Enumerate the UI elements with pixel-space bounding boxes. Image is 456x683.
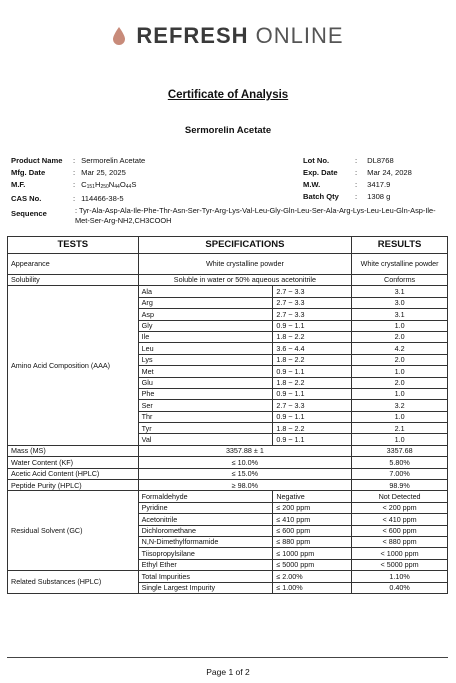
result-value: < 200 ppm: [352, 502, 448, 513]
sub-item-spec: 2.7 ~ 3.3: [273, 400, 352, 411]
result-value: < 600 ppm: [352, 525, 448, 536]
table-row: [8, 445, 448, 456]
result-value: 3.1: [352, 286, 448, 297]
sequence-label: Sequence: [11, 209, 47, 218]
sub-item-spec: 2.7 ~ 3.3: [273, 286, 352, 297]
sub-item-name: Acetonitrile: [138, 514, 273, 525]
spec-value: 3357.88 ± 1: [138, 445, 352, 456]
sub-item-name: Asp: [138, 309, 273, 320]
info-sep: :: [355, 180, 358, 189]
sub-item-spec: ≤ 410 ppm: [273, 514, 352, 525]
water-drop-icon: [112, 26, 126, 46]
sub-item-spec: 0.9 ~ 1.1: [273, 320, 352, 331]
sequence-sep: :: [75, 206, 78, 215]
document-subtitle: Sermorelin Acetate: [184, 125, 272, 136]
result-value: 3357.68: [352, 445, 448, 456]
sequence-value: [75, 206, 440, 225]
sub-item-name: Met: [138, 366, 273, 377]
info-label: Exp. Date: [303, 168, 338, 177]
header-tests: TESTS: [8, 237, 139, 254]
info-value: Mar 24, 2028: [367, 168, 412, 177]
brand-bold: REFRESH: [136, 23, 249, 48]
result-value: 1.0: [352, 366, 448, 377]
header-specifications: SPECIFICATIONS: [138, 237, 352, 254]
sub-item-spec: 1.8 ~ 2.2: [273, 377, 352, 388]
result-value: 1.0: [352, 320, 448, 331]
result-value: 2.0: [352, 331, 448, 342]
molecular-formula: $C_{151}H_{250}N_{44}O_{44}S$: [81, 180, 137, 190]
info-value: 114466-38-5: [81, 194, 124, 203]
sub-item-name: Ala: [138, 286, 273, 297]
sub-item-name: Single Largest Impurity: [138, 582, 273, 593]
spec-value: ≥ 98.0%: [138, 480, 352, 491]
result-value: 3.1: [352, 309, 448, 320]
test-name: Acetic Acid Content (HPLC): [8, 468, 139, 479]
sub-item-name: Arg: [138, 297, 273, 308]
result-value: < 5000 ppm: [352, 559, 448, 570]
results-table: [7, 236, 448, 594]
info-sep: :: [355, 156, 358, 165]
sub-item-spec: 1.8 ~ 2.2: [273, 354, 352, 365]
spec-value: ≤ 15.0%: [138, 468, 352, 479]
sequence-text: Tyr-Ala-Asp-Ala-Ile-Phe-Thr-Asn-Ser-Tyr-Arg-Lys-Val-Leu-Gly-Gln-Leu-Ser-Ala-Arg-Lys-Leu-Leu-Gln-Asp-Ile-Met-Ser-Arg-NH2,CH3COOH: [75, 206, 436, 225]
sub-item-spec: ≤ 5000 ppm: [273, 559, 352, 570]
sub-item-spec: 0.9 ~ 1.1: [273, 366, 352, 377]
footer-divider: [7, 657, 448, 658]
test-name: Amino Acid Composition (AAA): [8, 286, 139, 445]
sub-item-spec: ≤ 880 ppm: [273, 536, 352, 547]
table-header-row: [8, 237, 448, 254]
test-name: Water Content (KF): [8, 457, 139, 468]
info-value: 3417.9: [367, 180, 391, 189]
table-row: [8, 491, 448, 502]
result-value: 3.2: [352, 400, 448, 411]
sub-item-spec: 2.7 ~ 3.3: [273, 309, 352, 320]
sub-item-spec: 0.9 ~ 1.1: [273, 434, 352, 445]
info-label: M.W.: [303, 180, 321, 189]
sub-item-name: Formaldehyde: [138, 491, 273, 502]
brand-light: ONLINE: [255, 23, 344, 48]
sub-item-name: Thr: [138, 411, 273, 422]
result-value: 2.1: [352, 423, 448, 434]
table-row: [8, 571, 448, 582]
sub-item-spec: 3.6 ~ 4.4: [273, 343, 352, 354]
info-sep: :: [355, 192, 358, 201]
info-left: [11, 155, 145, 205]
sub-item-spec: ≤ 600 ppm: [273, 525, 352, 536]
sub-item-name: N,N-Dimethylformamide: [138, 536, 273, 547]
table-row: [8, 457, 448, 468]
info-value: 1308 g: [367, 192, 391, 201]
test-name: Mass (MS): [8, 445, 139, 456]
test-name: Residual Solvent (GC): [8, 491, 139, 571]
sub-item-spec: ≤ 200 ppm: [273, 502, 352, 513]
spec-value: White crystalline powder: [138, 254, 352, 275]
sub-item-spec: ≤ 1000 ppm: [273, 548, 352, 559]
result-value: 1.10%: [352, 571, 448, 582]
result-value: 0.40%: [352, 582, 448, 593]
test-name: Appearance: [8, 254, 139, 275]
sub-item-name: Phe: [138, 388, 273, 399]
info-label: Product Name: [11, 156, 63, 165]
info-value: Sermorelin Acetate: [81, 156, 146, 165]
sub-item-name: Val: [138, 434, 273, 445]
amino-acid-section: [8, 286, 448, 445]
test-name: Peptide Purity (HPLC): [8, 480, 139, 491]
brand-logo: [136, 23, 343, 49]
table-row: [8, 286, 448, 297]
sub-item-name: Tiisopropylsilane: [138, 548, 273, 559]
result-value: 2.0: [352, 377, 448, 388]
info-sep: :: [73, 156, 76, 165]
sub-item-name: Leu: [138, 343, 273, 354]
document-title: Certificate of Analysis: [167, 89, 289, 101]
spec-value: Soluble in water or 50% aqueous acetonitrile: [138, 275, 352, 286]
table-row: [8, 480, 448, 491]
residual-solvent-section: [8, 491, 448, 571]
result-value: 1.0: [352, 434, 448, 445]
table-row: [8, 275, 448, 286]
sub-item-spec: 2.7 ~ 3.3: [273, 297, 352, 308]
info-label: Batch Qty: [303, 192, 339, 201]
test-name: Solubility: [8, 275, 139, 286]
sub-item-spec: 1.8 ~ 2.2: [273, 331, 352, 342]
sub-item-name: Ile: [138, 331, 273, 342]
result-value: 1.0: [352, 388, 448, 399]
test-name: Related Substances (HPLC): [8, 571, 139, 594]
info-value: Mar 25, 2025: [81, 168, 126, 177]
result-value: 2.0: [352, 354, 448, 365]
sub-item-spec: ≤ 1.00%: [273, 582, 352, 593]
info-value: DL8768: [367, 156, 394, 165]
info-label: CAS No.: [11, 194, 42, 203]
result-value: < 410 ppm: [352, 514, 448, 525]
sub-item-name: Dichloromethane: [138, 525, 273, 536]
result-value: 7.00%: [352, 468, 448, 479]
sub-item-name: Pyridine: [138, 502, 273, 513]
info-label: Mfg. Date: [11, 168, 46, 177]
info-sep: :: [73, 180, 76, 189]
result-value: 4.2: [352, 343, 448, 354]
spec-value: ≤ 10.0%: [138, 457, 352, 468]
info-right: [303, 155, 412, 203]
result-value: < 880 ppm: [352, 536, 448, 547]
sub-item-name: Gly: [138, 320, 273, 331]
sub-item-spec: Negative: [273, 491, 352, 502]
sub-item-name: Ser: [138, 400, 273, 411]
sub-item-name: Ethyl Ether: [138, 559, 273, 570]
table-row: [8, 254, 448, 275]
sub-item-name: Lys: [138, 354, 273, 365]
table-row: [8, 468, 448, 479]
sub-item-name: Glu: [138, 377, 273, 388]
sub-item-name: Total Impurities: [138, 571, 273, 582]
page-number: Page 1 of 2: [206, 667, 250, 677]
result-value: Not Detected: [352, 491, 448, 502]
result-value: 1.0: [352, 411, 448, 422]
sub-item-spec: 1.8 ~ 2.2: [273, 423, 352, 434]
header-results: RESULTS: [352, 237, 448, 254]
info-sep: :: [355, 168, 358, 177]
info-label: Lot No.: [303, 156, 330, 165]
info-sep: :: [73, 194, 76, 203]
result-value: Conforms: [352, 275, 448, 286]
sub-item-spec: 0.9 ~ 1.1: [273, 388, 352, 399]
related-substances-section: [8, 571, 448, 594]
result-value: White crystalline powder: [352, 254, 448, 275]
sub-item-spec: ≤ 2.00%: [273, 571, 352, 582]
sub-item-spec: 0.9 ~ 1.1: [273, 411, 352, 422]
result-value: 5.80%: [352, 457, 448, 468]
result-value: 98.9%: [352, 480, 448, 491]
result-value: < 1000 ppm: [352, 548, 448, 559]
info-label: M.F.: [11, 180, 26, 189]
info-sep: :: [73, 168, 76, 177]
result-value: 3.0: [352, 297, 448, 308]
brand-header: [0, 22, 456, 50]
sub-item-name: Tyr: [138, 423, 273, 434]
